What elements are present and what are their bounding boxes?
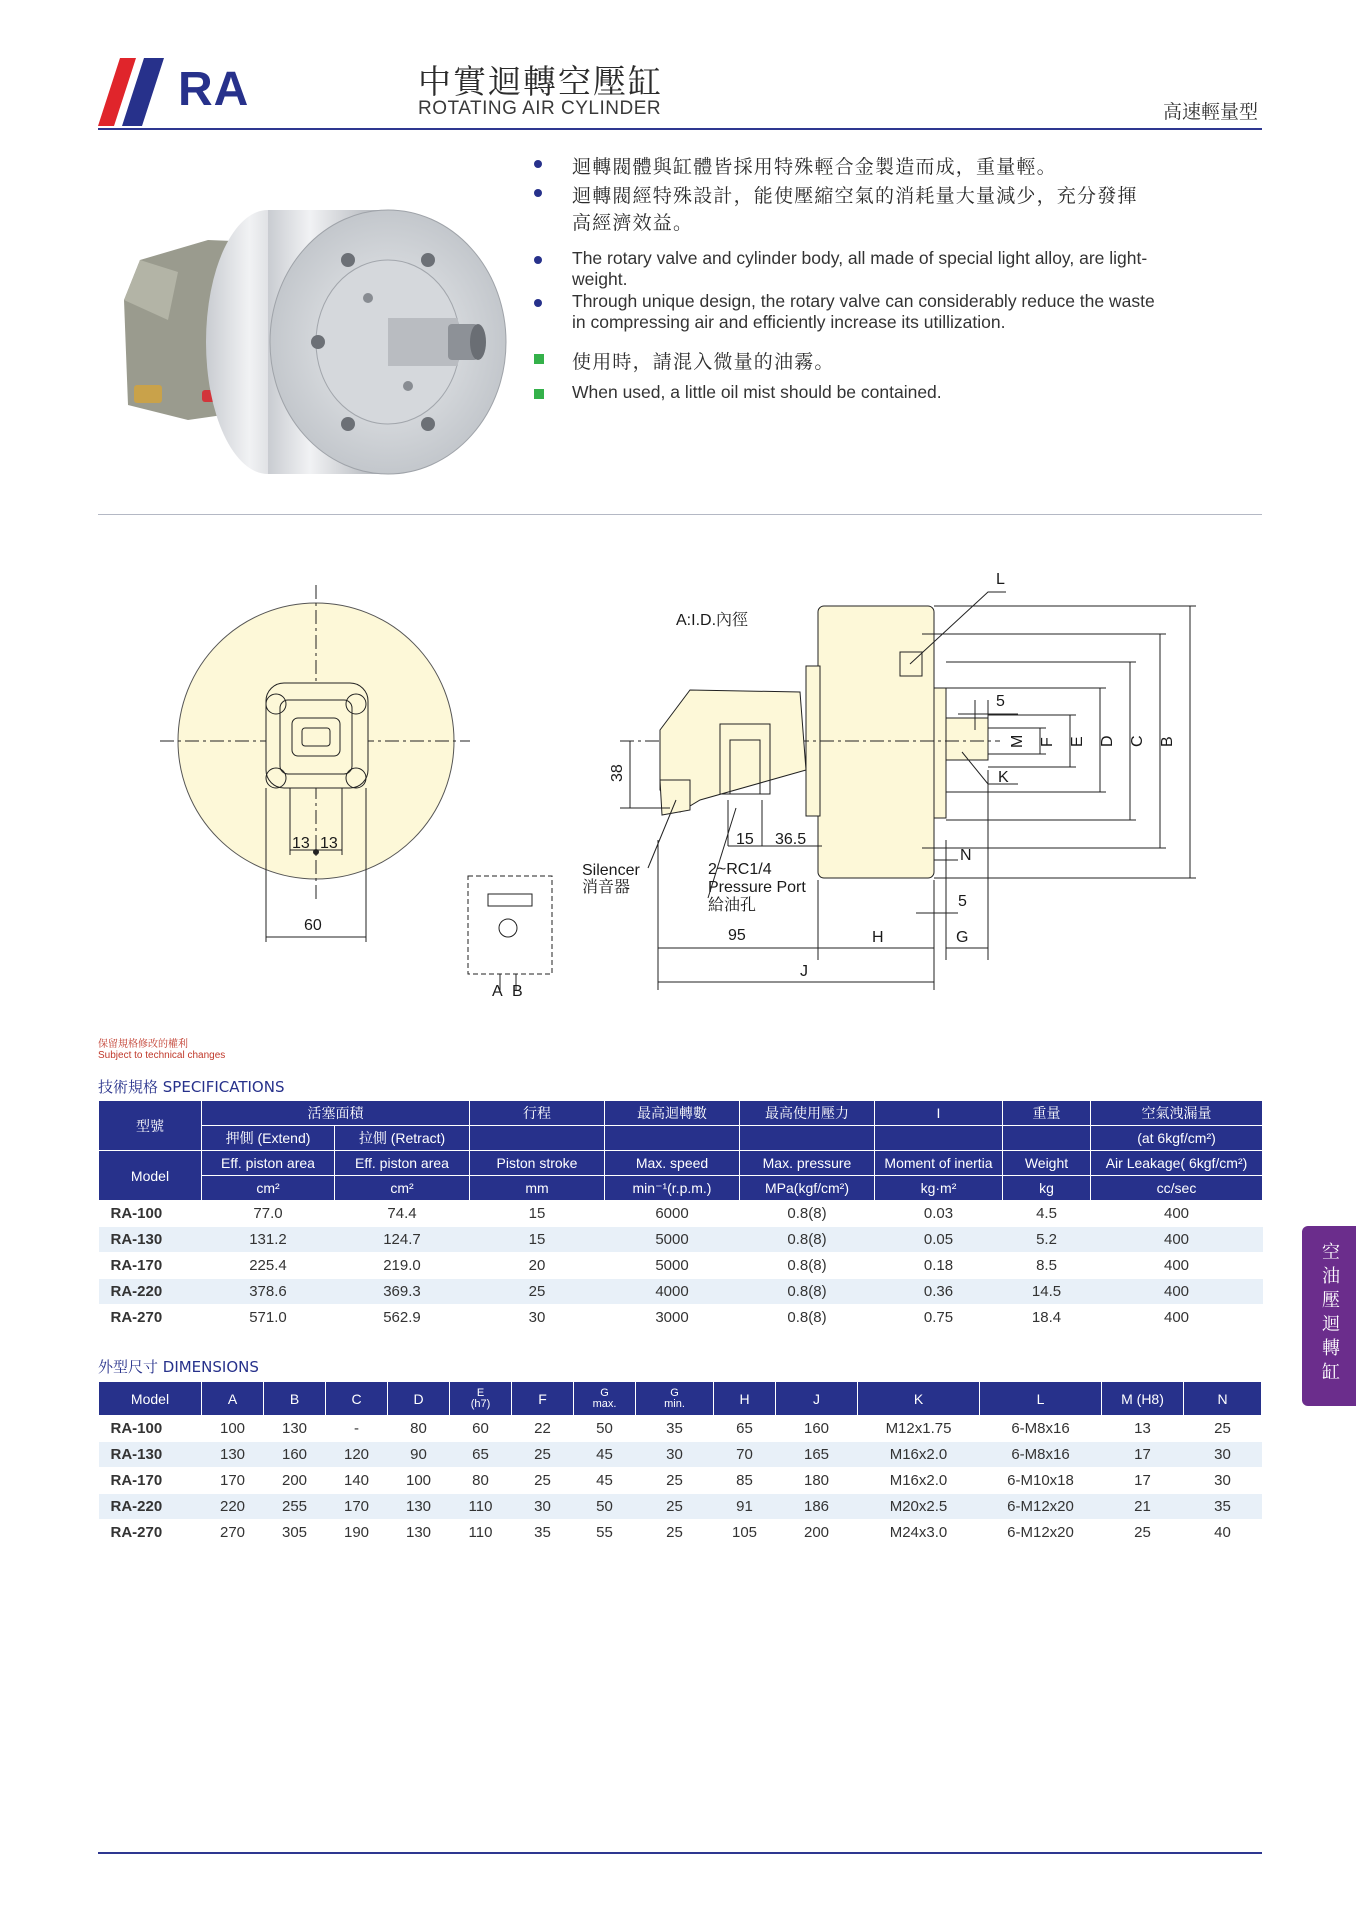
header-unit-inertia: kg·m² [875, 1176, 1003, 1201]
usage-note [532, 347, 1232, 374]
table-cell: 0.8(8) [740, 1279, 875, 1305]
header-weight-cn: 重量 [1003, 1101, 1091, 1126]
table-cell: 100 [388, 1468, 450, 1494]
header-stroke-en: Piston stroke [470, 1151, 605, 1176]
header-extend: 押側 (Extend) [202, 1126, 335, 1151]
table-cell: - [326, 1416, 388, 1442]
feature-item [532, 152, 1232, 179]
table-row [99, 1227, 1263, 1253]
specifications-title: 技術規格 SPECIFICATIONS [98, 1078, 285, 1096]
pressure-port-label-3: 給油孔 [708, 897, 757, 914]
dim-15: 15 [736, 831, 754, 848]
usage-note [532, 382, 1232, 403]
model-cell: RA-130 [99, 1227, 202, 1253]
table-cell: 15 [470, 1201, 605, 1227]
table-cell: 400 [1091, 1201, 1263, 1227]
table-cell: 15 [470, 1227, 605, 1253]
table-cell: 165 [776, 1442, 858, 1468]
model-cell: RA-220 [99, 1494, 202, 1520]
table-cell: M20x2.5 [858, 1494, 980, 1520]
header-divider [98, 128, 1262, 130]
dim-header-A: A [202, 1382, 264, 1416]
feature-list [532, 152, 1232, 403]
table-cell: 22 [512, 1416, 574, 1442]
product-photo [118, 180, 508, 480]
header-unit-area-1: cm² [202, 1176, 335, 1201]
table-cell: 91 [714, 1494, 776, 1520]
header-leak-en: Air Leakage( 6kgf/cm²) [1091, 1151, 1263, 1176]
dim-header-H: H [714, 1382, 776, 1416]
feature-text: Through unique design, the rotary valve can considerably reduce the waste [572, 291, 1155, 311]
table-cell: 110 [450, 1520, 512, 1546]
table-cell: 35 [636, 1416, 714, 1442]
table-cell: 5.2 [1003, 1227, 1091, 1253]
table-cell: 25 [470, 1279, 605, 1305]
page-title-en: ROTATING AIR CYLINDER [418, 98, 662, 119]
header-unit-area-2: cm² [335, 1176, 470, 1201]
logo-stripes [96, 56, 168, 128]
label-B: B [1159, 736, 1176, 747]
header-stroke-cn: 行程 [470, 1101, 605, 1126]
table-cell: 170 [326, 1494, 388, 1520]
logo-text: RA [178, 63, 250, 116]
table-cell: 25 [636, 1520, 714, 1546]
usage-note-text: When used, a little oil mist should be contained. [572, 382, 942, 402]
port-label-B: B [512, 983, 523, 1000]
label-M: M [1009, 734, 1026, 748]
table-cell: 90 [388, 1442, 450, 1468]
table-cell: 0.8(8) [740, 1305, 875, 1331]
table-cell: 30 [636, 1442, 714, 1468]
table-cell: 110 [450, 1494, 512, 1520]
dim-header-J: J [776, 1382, 858, 1416]
header-retract: 拉側 (Retract) [335, 1126, 470, 1151]
table-row [99, 1416, 1262, 1442]
table-cell: 25 [636, 1468, 714, 1494]
table-cell: 130 [264, 1416, 326, 1442]
table-cell: 65 [714, 1416, 776, 1442]
bullet-dot-icon [534, 189, 542, 197]
green-square-icon [534, 389, 544, 399]
table-cell: 6-M8x16 [980, 1416, 1102, 1442]
header-unit-pressure: MPa(kgf/cm²) [740, 1176, 875, 1201]
header-unit-leak: cc/sec [1091, 1176, 1263, 1201]
table-cell: 124.7 [335, 1227, 470, 1253]
table-cell: 18.4 [1003, 1305, 1091, 1331]
table-row [99, 1201, 1263, 1227]
model-cell: RA-270 [99, 1520, 202, 1546]
dim-95: 95 [728, 927, 746, 944]
table-cell: 255 [264, 1494, 326, 1520]
table-cell: 378.6 [202, 1279, 335, 1305]
dim-header-N: N [1184, 1382, 1262, 1416]
table-cell: 180 [776, 1468, 858, 1494]
dim-13-left: 13 [292, 835, 310, 852]
table-cell: 17 [1102, 1442, 1184, 1468]
label-D: D [1099, 735, 1116, 747]
table-cell: 30 [470, 1305, 605, 1331]
label-N: N [960, 847, 972, 864]
table-cell: 25 [636, 1494, 714, 1520]
dim-header-F: F [512, 1382, 574, 1416]
table-cell: 130 [202, 1442, 264, 1468]
header-model-en: Model [99, 1151, 202, 1201]
header-area-cn: 活塞面積 [202, 1101, 470, 1126]
dim-header-C: C [326, 1382, 388, 1416]
table-cell: 85 [714, 1468, 776, 1494]
dim-header-G-max: G max. [574, 1382, 636, 1416]
label-L: L [996, 571, 1005, 588]
header-leak-cn: 空氣洩漏量 [1091, 1101, 1263, 1126]
table-cell: 35 [512, 1520, 574, 1546]
table-cell: 6-M10x18 [980, 1468, 1102, 1494]
table-cell: 562.9 [335, 1305, 470, 1331]
table-cell: 400 [1091, 1305, 1263, 1331]
label-C: C [1129, 735, 1146, 747]
model-cell: RA-130 [99, 1442, 202, 1468]
label-E: E [1069, 736, 1086, 747]
table-cell: 30 [1184, 1468, 1262, 1494]
table-cell: 571.0 [202, 1305, 335, 1331]
table-cell: 0.75 [875, 1305, 1003, 1331]
table-row [99, 1494, 1262, 1520]
table-cell: 5000 [605, 1253, 740, 1279]
table-cell: 160 [776, 1416, 858, 1442]
label-F: F [1039, 737, 1056, 747]
table-cell: 0.05 [875, 1227, 1003, 1253]
bullet-dot-icon [534, 256, 542, 264]
feature-text: in compressing air and efficiently increase its utillization. [572, 312, 1006, 332]
dim-13-right: 13 [320, 835, 338, 852]
table-cell: 400 [1091, 1279, 1263, 1305]
table-cell: 190 [326, 1520, 388, 1546]
feature-item [532, 291, 1232, 333]
table-cell: 14.5 [1003, 1279, 1091, 1305]
id-label: A:I.D.內徑 [676, 612, 749, 629]
dim-5-top: 5 [996, 693, 1005, 710]
model-cell: RA-100 [99, 1416, 202, 1442]
dim-header-D: D [388, 1382, 450, 1416]
table-cell: 130 [388, 1520, 450, 1546]
label-G: G [956, 929, 969, 946]
table-cell: 40 [1184, 1520, 1262, 1546]
label-K: K [998, 769, 1009, 786]
model-cell: RA-270 [99, 1305, 202, 1331]
dim-header-M: M (H8) [1102, 1382, 1184, 1416]
header-weight-en: Weight [1003, 1151, 1091, 1176]
table-row [99, 1279, 1263, 1305]
pressure-port-label-1: 2~RC1/4 [708, 861, 772, 878]
header-unit-speed: min⁻¹(r.p.m.) [605, 1176, 740, 1201]
model-cell: RA-170 [99, 1253, 202, 1279]
table-cell: 74.4 [335, 1201, 470, 1227]
table-cell: 200 [264, 1468, 326, 1494]
table-cell: 20 [470, 1253, 605, 1279]
table-cell: 400 [1091, 1253, 1263, 1279]
table-cell: 25 [512, 1468, 574, 1494]
feature-text: The rotary valve and cylinder body, all made of special light alloy, are light- [572, 248, 1148, 268]
table-cell: 80 [388, 1416, 450, 1442]
header-speed-en: Max. speed [605, 1151, 740, 1176]
table-cell: 130 [388, 1494, 450, 1520]
table-cell: 219.0 [335, 1253, 470, 1279]
table-row [99, 1305, 1263, 1331]
table-cell: 4000 [605, 1279, 740, 1305]
table-cell: 4.5 [1003, 1201, 1091, 1227]
usage-note-text: 使用時，請混入微量的油霧。 [572, 351, 835, 373]
table-cell: 186 [776, 1494, 858, 1520]
table-cell: 45 [574, 1468, 636, 1494]
table-row [99, 1442, 1262, 1468]
bullet-dot-icon [534, 299, 542, 307]
table-cell: 0.8(8) [740, 1201, 875, 1227]
feature-text: weight. [572, 269, 628, 289]
dim-header-L: L [980, 1382, 1102, 1416]
table-cell: 8.5 [1003, 1253, 1091, 1279]
green-square-icon [534, 354, 544, 364]
header-model-cn: 型號 [99, 1101, 202, 1151]
dim-60: 60 [304, 917, 322, 934]
technical-drawing [0, 540, 1356, 1010]
table-cell: M16x2.0 [858, 1468, 980, 1494]
table-cell: 0.8(8) [740, 1227, 875, 1253]
table-cell: 225.4 [202, 1253, 335, 1279]
table-cell: 140 [326, 1468, 388, 1494]
table-cell: 5000 [605, 1227, 740, 1253]
table-cell: 77.0 [202, 1201, 335, 1227]
label-J: J [800, 963, 808, 980]
header-inertia-en: Moment of inertia [875, 1151, 1003, 1176]
table-cell: 131.2 [202, 1227, 335, 1253]
dim-header-G-min: G min. [636, 1382, 714, 1416]
category-side-tab[interactable] [1302, 1226, 1356, 1406]
table-cell: 170 [202, 1468, 264, 1494]
technical-change-note-en: Subject to technical changes [98, 1050, 226, 1061]
feature-text: 迴轉閥經特殊設計，能使壓縮空氣的消耗量大量減少，充分發揮 [572, 185, 1138, 207]
table-row [99, 1468, 1262, 1494]
model-cell: RA-170 [99, 1468, 202, 1494]
feature-text: 高經濟效益。 [572, 212, 694, 234]
dim-36-5: 36.5 [775, 831, 807, 848]
table-cell: 200 [776, 1520, 858, 1546]
technical-change-note-cn: 保留規格修改的權利 [98, 1039, 188, 1050]
table-row [99, 1253, 1263, 1279]
label-H: H [872, 929, 884, 946]
header-eff-area-1: Eff. piston area [202, 1151, 335, 1176]
table-cell: 0.03 [875, 1201, 1003, 1227]
table-cell: M16x2.0 [858, 1442, 980, 1468]
table-cell: 100 [202, 1416, 264, 1442]
dim-header-K: K [858, 1382, 980, 1416]
table-cell: 220 [202, 1494, 264, 1520]
table-cell: 60 [450, 1416, 512, 1442]
table-cell: 305 [264, 1520, 326, 1546]
silencer-label-en: Silencer [582, 862, 640, 879]
feature-item [532, 248, 1232, 290]
dim-header-model: Model [99, 1382, 202, 1416]
table-cell: 70 [714, 1442, 776, 1468]
feature-item [532, 181, 1232, 235]
table-cell: 6000 [605, 1201, 740, 1227]
table-cell: 160 [264, 1442, 326, 1468]
feature-text: 迴轉閥體與缸體皆採用特殊輕合金製造而成，重量輕。 [572, 156, 1057, 178]
table-cell: 50 [574, 1494, 636, 1520]
dim-5-bottom: 5 [958, 893, 967, 910]
table-cell: 13 [1102, 1416, 1184, 1442]
silencer-label-cn: 消音器 [582, 879, 631, 896]
header-unit-stroke: mm [470, 1176, 605, 1201]
dim-38: 38 [609, 764, 626, 782]
header-pressure-en: Max. pressure [740, 1151, 875, 1176]
table-cell: 0.8(8) [740, 1253, 875, 1279]
table-cell: 369.3 [335, 1279, 470, 1305]
table-cell: M24x3.0 [858, 1520, 980, 1546]
table-cell: 6-M12x20 [980, 1520, 1102, 1546]
table-cell: 45 [574, 1442, 636, 1468]
dimensions-table [98, 1381, 1262, 1546]
table-cell: 55 [574, 1520, 636, 1546]
table-cell: 30 [512, 1494, 574, 1520]
port-label-A: A [492, 983, 503, 1000]
dim-header-B: B [264, 1382, 326, 1416]
page-title-cn: 中實迴轉空壓缸 [418, 62, 663, 101]
model-cell: RA-100 [99, 1201, 202, 1227]
table-cell: 35 [1184, 1494, 1262, 1520]
category-side-tab-label: 空油壓迴轉缸 [1319, 1242, 1340, 1386]
dim-header-E: E (h7) [450, 1382, 512, 1416]
table-cell: 25 [1184, 1416, 1262, 1442]
table-cell: 400 [1091, 1227, 1263, 1253]
table-cell: 25 [1102, 1520, 1184, 1546]
table-cell: 105 [714, 1520, 776, 1546]
specifications-table [98, 1100, 1263, 1331]
table-cell: 120 [326, 1442, 388, 1468]
header-inertia-cn: I [875, 1101, 1003, 1126]
table-cell: 65 [450, 1442, 512, 1468]
table-cell: 3000 [605, 1305, 740, 1331]
page-subtitle: 高速輕量型 [1162, 101, 1258, 123]
header-leak-sub: (at 6kgf/cm²) [1091, 1126, 1263, 1151]
table-cell: 270 [202, 1520, 264, 1546]
model-cell: RA-220 [99, 1279, 202, 1305]
dimensions-title: 外型尺寸 DIMENSIONS [98, 1358, 259, 1376]
bullet-dot-icon [534, 160, 542, 168]
table-cell: 80 [450, 1468, 512, 1494]
header-eff-area-2: Eff. piston area [335, 1151, 470, 1176]
header-unit-weight: kg [1003, 1176, 1091, 1201]
table-row [99, 1520, 1262, 1546]
footer-divider [98, 1852, 1262, 1854]
table-cell: 17 [1102, 1468, 1184, 1494]
table-cell: 6-M8x16 [980, 1442, 1102, 1468]
table-cell: 0.36 [875, 1279, 1003, 1305]
table-cell: 0.18 [875, 1253, 1003, 1279]
table-cell: 25 [512, 1442, 574, 1468]
table-cell: 21 [1102, 1494, 1184, 1520]
table-cell: 50 [574, 1416, 636, 1442]
table-cell: M12x1.75 [858, 1416, 980, 1442]
header-pressure-cn: 最高使用壓力 [740, 1101, 875, 1126]
table-cell: 30 [1184, 1442, 1262, 1468]
pressure-port-label-2: Pressure Port [708, 879, 806, 896]
section-divider [98, 514, 1262, 515]
table-cell: 6-M12x20 [980, 1494, 1102, 1520]
header-speed-cn: 最高迴轉數 [605, 1101, 740, 1126]
